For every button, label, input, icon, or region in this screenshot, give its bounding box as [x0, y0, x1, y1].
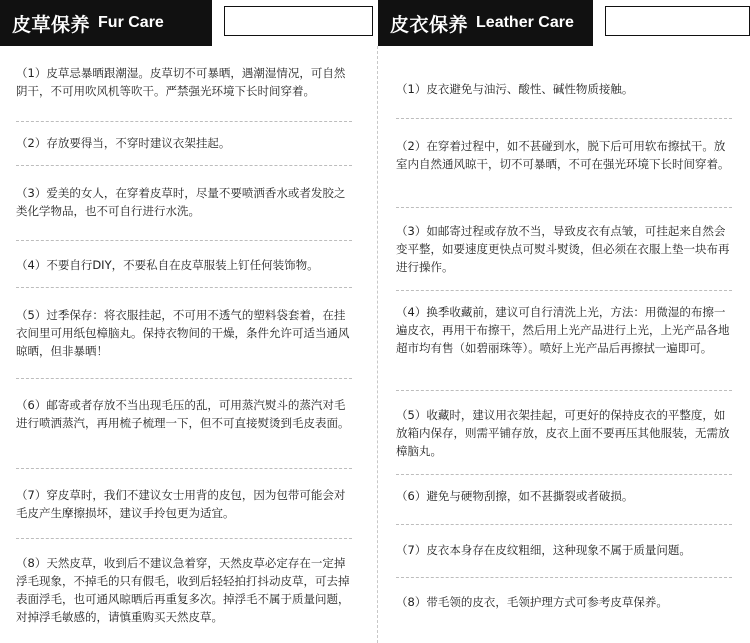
leather-care-separator	[396, 577, 732, 578]
leather-care-item-1: （1）皮衣避免与油污、酸性、碱性物质接触。	[396, 82, 634, 96]
fur-care-item-7: （7）穿皮草时，我们不建议女士用背的皮包，因为包带可能会对毛皮产生摩擦损坏，建议手拎包更为适宜。	[16, 488, 346, 520]
leather-care-item-8: （8）带毛领的皮衣，毛领护理方式可参考皮草保养。	[396, 595, 668, 609]
leather-care-item-7: （7）皮衣本身存在皮纹粗细，这种现象不属于质量问题。	[396, 543, 691, 557]
leather-care-separator	[396, 290, 732, 291]
fur-care-section	[0, 0, 375, 624]
leather-care-header	[378, 0, 750, 46]
fur-care-item-4: （4）不要自行DIY，不要私自在皮草服装上钉任何装饰物。	[16, 258, 319, 272]
fur-care-title-bar	[0, 0, 212, 46]
fur-care-separator	[16, 378, 352, 379]
fur-care-separator	[16, 240, 352, 241]
fur-care-item-8: （8）天然皮草，收到后不建议急着穿，天然皮草必定存在一定掉浮毛现象，不掉毛的只有假毛，收到后轻轻拍打抖动皮草，可去掉表面浮毛，也可通风晾晒后再重复多次。掉浮毛不属于质量问题，对掉浮毛敏感的，请慎重购买天然皮草。	[16, 556, 350, 624]
leather-care-item-4: （4）换季收藏前，建议可自行清洗上光，方法：用微湿的布擦一遍皮衣，再用干布擦干，然后用上光产品进行上光，上光产品各地超市均有售（如碧丽珠等）。喷好上光产品后再擦拭一遍即可。	[396, 305, 730, 355]
leather-care-item-3: （3）如邮寄过程或存放不当，导致皮衣有点皱，可挂起来自然会变平整，如要速度更快点可熨斗熨烫，但必须在衣服上垫一块布再进行操作。	[396, 224, 730, 274]
fur-care-separator	[16, 165, 352, 166]
fur-care-separator	[16, 538, 352, 539]
fur-care-item-5: （5）过季保存：将衣服挂起，不可用不透气的塑料袋套着，在挂衣间里可用纸包樟脑丸。保持衣物间的干燥，条件允许可适当通风晾晒，但非暴晒！	[16, 308, 350, 358]
fur-care-title-en: Fur Care	[98, 14, 164, 31]
fur-care-header	[0, 0, 375, 46]
fur-care-separator	[16, 121, 352, 122]
leather-care-header-box	[605, 6, 750, 36]
leather-care-separator	[396, 118, 732, 119]
leather-care-title-en: Leather Care	[476, 14, 574, 31]
fur-care-separator	[16, 468, 352, 469]
leather-care-item-5: （5）收藏时，建议用衣架挂起，可更好的保持皮衣的平整度，如放箱内保存，则需平铺存放，皮衣上面不要再压其他服装，无需放樟脑丸。	[396, 408, 730, 458]
fur-care-title-cn: 皮草保养	[12, 13, 91, 36]
leather-care-separator	[396, 474, 732, 475]
leather-care-separator	[396, 524, 732, 525]
column-divider	[377, 46, 378, 643]
leather-care-separator	[396, 207, 732, 208]
fur-care-item-6: （6）邮寄或者存放不当出现毛压的乱，可用蒸汽熨斗的蒸汽对毛进行喷洒蒸汽，再用梳子梳理一下，但不可直接熨烫到毛皮表面。	[16, 398, 350, 430]
leather-care-title-bar	[378, 0, 593, 46]
leather-care-section	[378, 0, 750, 609]
leather-care-item-2: （2）在穿着过程中，如不甚碰到水，脱下后可用软布擦拭干。放室内自然通风晾干，切不可暴晒，不可在强光环境下长时间穿着。	[396, 139, 730, 171]
fur-care-item-2: （2）存放要得当，不穿时建议衣架挂起。	[16, 136, 231, 150]
leather-care-separator	[396, 390, 732, 391]
fur-care-item-3: （3）爱美的女人，在穿着皮草时，尽量不要喷洒香水或者发胶之类化学物品，也不可自行进行水洗。	[16, 186, 346, 218]
fur-care-separator	[16, 287, 352, 288]
leather-care-title-cn: 皮衣保养	[390, 13, 469, 36]
fur-care-header-box	[224, 6, 373, 36]
leather-care-item-6: （6）避免与硬物刮擦，如不甚撕裂或者破损。	[396, 489, 634, 503]
fur-care-item-1: （1）皮草忌暴晒跟潮湿。皮草切不可暴晒，遇潮湿情况，可自然阴干，不可用吹风机等吹干。严禁强光环境下长时间穿着。	[16, 66, 346, 98]
